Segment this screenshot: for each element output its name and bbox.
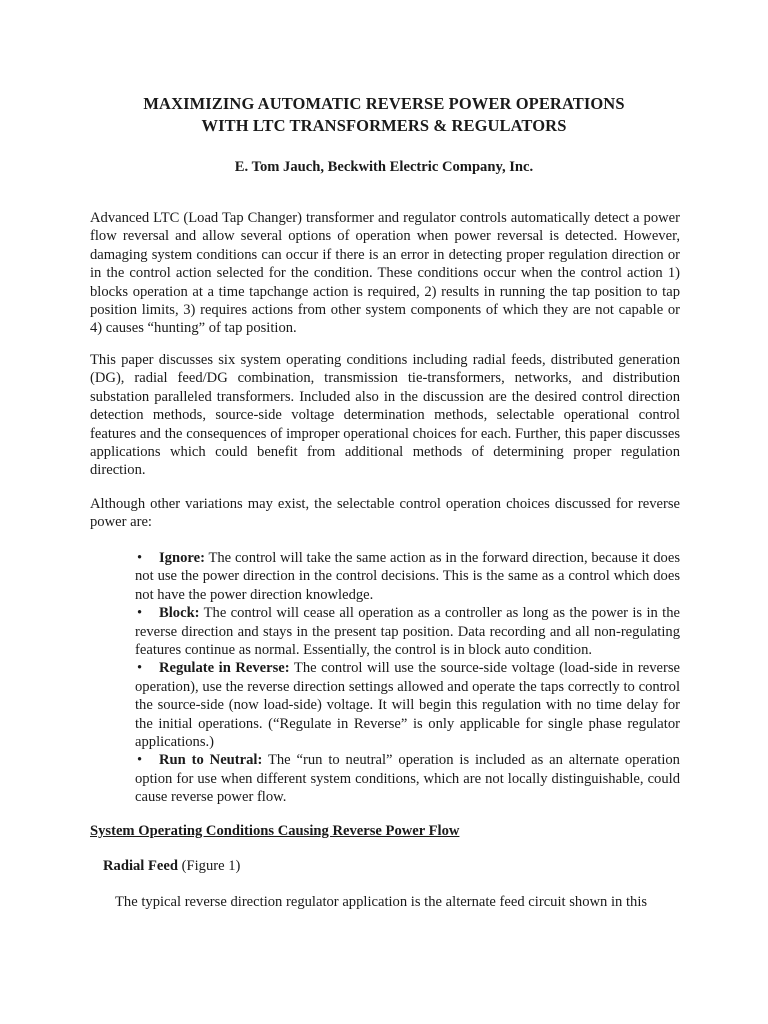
paper-title-line-2: WITH LTC TRANSFORMERS & REGULATORS <box>201 116 567 135</box>
bullet-item-regulate-in-reverse <box>135 659 680 751</box>
subsection-title: Radial Feed <box>103 858 178 874</box>
section-heading: System Operating Conditions Causing Reverse Power Flow <box>90 823 460 839</box>
paragraph-scope: This paper discusses six system operating conditions including radial feeds, distributed generation (DG), radial feed/DG combination, transmission tie-transformers, networks, and distribution substation paralleled transformers. Included also in the discussion are the desired control direction detection methods, source-side voltage determination methods, selectable operational control features and the consequences of improper operational choices for each. Further, this paper discusses applications which could benefit from additional methods of determining proper regulation direction. <box>90 352 680 479</box>
subsection-heading <box>103 857 240 875</box>
bullet-text: The control will cease all operation as a controller as long as the power is in the reverse direction and stays in the present tap position. Data recording and all non-regulating features continue as normal. Essentially, the control is in block auto condition. <box>135 605 680 659</box>
bullet-dot: • <box>137 605 143 622</box>
bullet-term: Block: <box>159 605 200 622</box>
bullet-term: Ignore: <box>159 550 205 566</box>
author-line: E. Tom Jauch, Beckwith Electric Company, Inc. <box>234 159 534 175</box>
bullet-term: Regulate in Reverse: <box>159 660 290 677</box>
bullet-dot: • <box>137 550 143 566</box>
paragraph-choices-intro: Although other variations may exist, the selectable control operation choices discussed for reverse power are: <box>90 496 680 531</box>
bullet-text: The “run to neutral” operation is included as an alternate operation option for use when different system conditions, which are not locally distinguishable, could cause reverse power flow. <box>135 752 680 806</box>
subsection-figure-ref: (Figure 1) <box>178 858 241 874</box>
bullet-item-ignore <box>135 549 680 604</box>
bullet-item-run-to-neutral <box>135 751 680 806</box>
body-first-line: The typical reverse direction regulator application is the alternate feed circuit shown in this <box>115 894 648 910</box>
bullet-term: Run to Neutral: <box>159 752 263 769</box>
bullet-dot: • <box>137 752 143 769</box>
bullet-text: The control will use the source-side voltage (load-side in reverse operation), use the reverse direction settings allowed and operate the taps correctly to control the source-side (now load-side) voltage. It will begin this regulation with no time delay for the initial operations. (“Regulate in Reverse” is only applicable for single phase regulator applications.) <box>135 660 680 751</box>
paper-title-line-1: MAXIMIZING AUTOMATIC REVERSE POWER OPERATIONS <box>143 94 625 113</box>
bullet-dot: • <box>137 660 143 677</box>
bullet-item-block <box>135 604 680 659</box>
bullet-text: The control will take the same action as in the forward direction, because it does not use the power direction in the control decisions. This is the same as a control which does not have the power direction knowledge. <box>135 550 680 603</box>
paragraph-intro: Advanced LTC (Load Tap Changer) transformer and regulator controls automatically detect a power flow reversal and allow several options of operation when power reversal is detected. However, damaging system conditions can occur if there is an error in detecting proper regulation direction or in the control action selected for the condition. These conditions occur when the control action 1) blocks operation at a time tapchange action is required, 2) results in running the tap position to tap position limits, 3) requires actions from other system components of which they are not capable or 4) causes “hunting” of tap position. <box>90 210 680 337</box>
bullet-list <box>135 549 680 807</box>
